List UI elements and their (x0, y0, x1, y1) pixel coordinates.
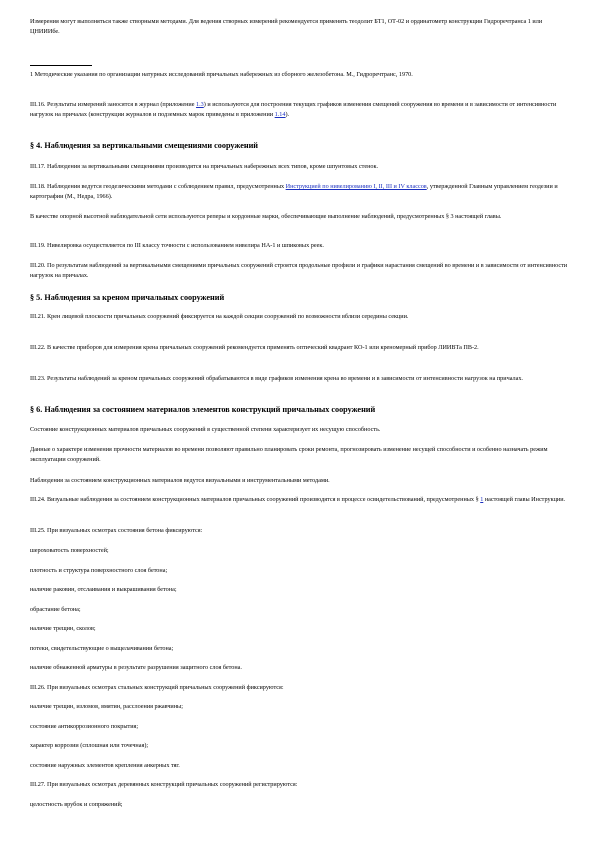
list-item: шероховатость поверхностей; (30, 547, 109, 554)
paragraph-iii-16 (30, 100, 570, 120)
list-item: потеки, свидетельствующие о выщелачивании бетона; (30, 645, 174, 652)
paragraph-reference-network: В качестве опорной высотной наблюдательной сети используются реперы и кордонные марки, обеспечивающие выполнение наблюдений, предусмотренных § 3 настоящей главы. (30, 213, 502, 220)
list-item: наличие трещин, изломов, вмятин, расслоения ржавчины; (30, 703, 183, 710)
list-item: наличие трещин, сколов; (30, 625, 96, 632)
paragraph-strength-data: Данные о характере изменения прочности материалов во времени позволяют правильно планировать сроки ремонта, прогнозировать изменение несущей способности и особенно назначать режим эксплуатации сооружений. (30, 446, 548, 463)
link-appendix-1-3[interactable]: 1.3 (196, 101, 204, 108)
paragraph-iii-27: III.27. При визуальных осмотрах деревянных конструкций причальных сооружений регистрируются: (30, 781, 298, 788)
paragraph-iii-26: III.26. При визуальных осмотрах стальных конструкций причальных сооружений фиксируются: (30, 684, 284, 691)
paragraph-iii-16-text-a: III.16. Результаты измерений заносятся в журнал (приложение (30, 101, 197, 108)
list-item: плотность и структура поверхностного слоя бетона; (30, 567, 168, 574)
paragraph-iii-22: III.22. В качестве приборов для измерения крена причальных сооружений рекомендуется применять оптический квадрант КО-1 или креномерный прибор ЛИИВТа ПВ-2. (30, 344, 479, 351)
paragraph-iii-21: III.21. Крен лицевой плоскости причальных сооружений фиксируется на каждой секции сооружений по возможности вблизи середины секции. (30, 313, 409, 320)
section-heading-6: § 6. Наблюдения за состоянием материалов элементов конструкций причальных сооружений (30, 405, 376, 414)
link-section-1[interactable]: 1 (480, 496, 484, 503)
paragraph-iii-20: III.20. По результатам наблюдений за вертикальными смещениями причальных сооружений строятся продольные профили и графики нарастания смещений во времени и в зависимости от интенсивности нагрузок на причалах. (30, 262, 568, 279)
section-heading-4: § 4. Наблюдения за вертикальными смещениями сооружений (30, 141, 259, 150)
paragraph-materials-state: Состояние конструкционных материалов причальных сооружений в существенной степени характеризует их несущую способность. (30, 426, 381, 433)
paragraph-iii-16-text-c: ). (285, 111, 290, 118)
paragraph-iii-25: III.25. При визуальных осмотрах состояния бетона фиксируются: (30, 527, 203, 534)
list-item: характер коррозии (сплошная или точечная); (30, 742, 149, 749)
list-item: обрастание бетона; (30, 606, 81, 613)
paragraph-iii-24-text-a: III.24. Визуальные наблюдения за состоянием конструкционных материалов причальных сооружений производятся в процессе освидетельствований, предусмотренных § (30, 496, 481, 503)
list-item: состояние наружных элементов крепления анкерных тяг. (30, 762, 180, 769)
paragraph-iii-23: III.23. Результаты наблюдений за креном причальных сооружений обрабатываются в виде графиков изменения крена во времени и в зависимости от интенсивности нагрузок на причалах. (30, 375, 523, 382)
paragraph-intro: Измерения могут выполняться также створными методами. Для ведения створных измерений рекомендуется применять теодолит БТ1, ОТ-02 и ординатометр конструкции Гидроречтранса 1 или ЦНИИИбе. (30, 18, 543, 35)
paragraph-iii-24 (30, 495, 570, 505)
paragraph-iii-17: III.17. Наблюдения за вертикальными смещениями производятся на причальных набережных всех типов, кроме шпунтовых стенок. (30, 163, 379, 170)
paragraph-iii-18-text-a: III.18. Наблюдения ведутся геодезическими методами с соблюдением правил, предусмотренных (30, 183, 286, 190)
paragraph-iii-18 (30, 182, 570, 202)
list-item: наличие раковин, отслаивания и выкрашивания бетона; (30, 586, 177, 593)
paragraph-iii-16-text-b: ) и используются для построения текущих графиков изменения смещений сооружения во времени и в зависимости от интенсивности нагрузок на причалах (конструкции журналов и подземных марок приведены в приложении (30, 101, 557, 118)
paragraph-iii-18-text-b: , утвержденной Главным управлением геодезии и картографии (М., Недра, 1966). (30, 183, 558, 200)
list-item: состояние антикоррозионного покрытия; (30, 723, 139, 730)
footnote-rule (30, 65, 92, 66)
paragraph-observation-methods: Наблюдения за состоянием конструкционных материалов ведутся визуальными и инструментальными методами. (30, 477, 330, 484)
link-leveling-instruction[interactable]: Инструкцией по нивелированию I, II, III и IV классов (285, 183, 427, 190)
paragraph-iii-19: III.19. Нивелировка осуществляется по III классу точности с использованием нивелира НА-1 и шпиковых реек. (30, 242, 324, 249)
list-item: наличие обнаженной арматуры в результате разрушения защитного слоя бетона. (30, 664, 242, 671)
footnote: 1 Методические указания по организации натурных исследований причальных набережных из сборного железобетона. М., Гидроречтранс, 1970. (30, 71, 413, 78)
list-item: целостность врубок и сопряжений; (30, 801, 123, 808)
link-appendix-1-14[interactable]: 1.14 (274, 111, 286, 118)
section-heading-5: § 5. Наблюдения за креном причальных сооружений (30, 293, 225, 302)
paragraph-iii-24-text-b: настоящей главы Инструкции. (483, 496, 566, 503)
